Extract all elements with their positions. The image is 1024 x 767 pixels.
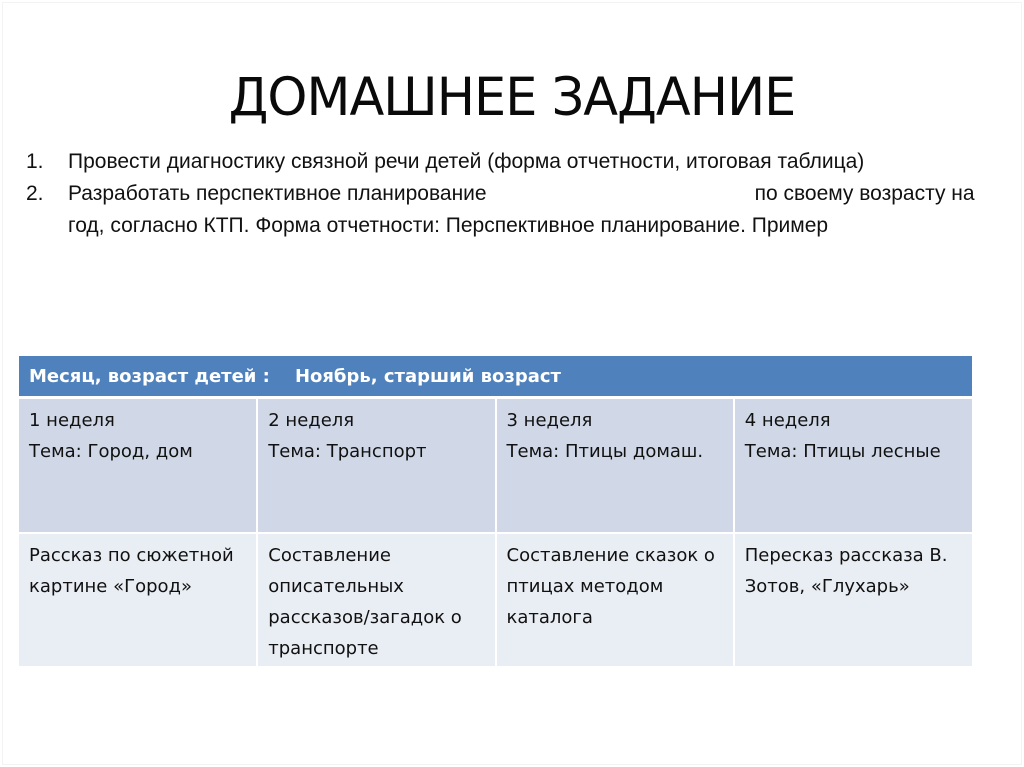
task-list [26, 146, 1016, 242]
task-text-start: Разработать перспективное планирование [68, 182, 487, 205]
week-cell-4 [734, 398, 972, 534]
activity-cell-2: Составление описательных рассказов/загадок о транспорте [257, 533, 495, 666]
table-row-weeks [19, 398, 972, 534]
slide-title: ДОМАШНЕЕ ЗАДАНИЕ [228, 67, 796, 128]
week-cell-3 [496, 398, 734, 534]
week-label: 3 неделя [506, 410, 593, 431]
week-label: 1 неделя [29, 410, 115, 431]
task-number: 1. [26, 150, 44, 173]
week-theme: Тема: Птицы лесные [744, 441, 941, 462]
task-text: Провести диагностику связной речи детей (форма отчетности, итоговая таблица) [68, 150, 865, 173]
week-theme: Тема: Птицы домаш. [506, 441, 704, 462]
week-label: 2 неделя [268, 410, 355, 431]
week-theme: Тема: Транспорт [268, 441, 427, 462]
week-theme: Тема: Город, дом [29, 441, 193, 462]
activity-cell-3: Составление сказок о птицах методом каталога [496, 533, 734, 666]
table-header: Месяц, возраст детей : Ноябрь, старший возраст [19, 356, 972, 398]
week-label: 4 неделя [744, 410, 831, 431]
activity-cell-1: Рассказ по сюжетной картине «Город» [19, 533, 257, 666]
week-cell-2 [257, 398, 495, 534]
task-text-end: по своему возрасту на год, согласно КТП. Форма отчетности: Перспективное планирование. Пример [68, 182, 975, 237]
planning-table [19, 356, 972, 666]
task-item-2 [26, 178, 1016, 242]
activity-cell-4: Пересказ рассказа В. Зотов, «Глухарь» [734, 533, 972, 666]
task-item-1 [26, 146, 1016, 178]
task-number: 2. [26, 182, 44, 205]
week-cell-1 [19, 398, 257, 534]
table-row-activities [19, 533, 972, 666]
